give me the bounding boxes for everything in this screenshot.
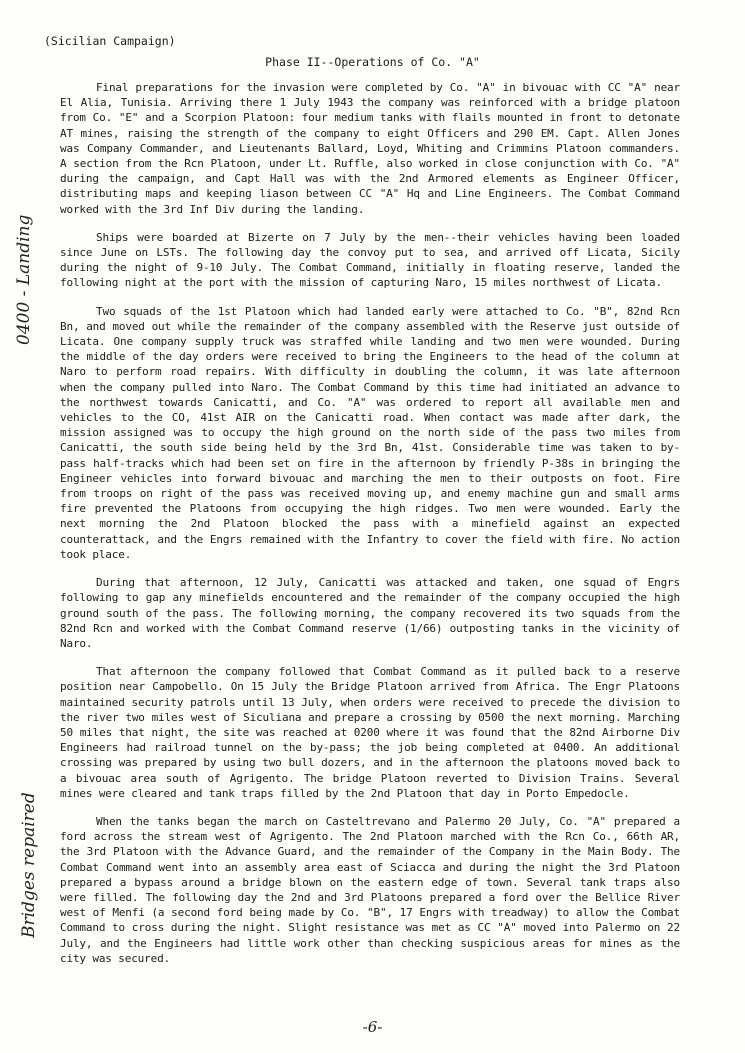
paragraph-preparations: Final preparations for the invasion were completed by Co. "A" in bivouac with CC "A" near El Alia, Tunisia. Arriving there 1 July 1943 the company was reinforced with a bridge platoon from Co. "E" and a Scorpion Platoon: four medium tanks with flails mounted in front to detonate AT mines, raising the strength of the company to eight Officers and 290 EM. Capt. Allen Jones was Company Commander, and Lieutenants Ballard, Loyd, Whiting and Crimmins Platoon commanders. A section from the Rcn Platoon, under Lt. Ruffle, also worked in close conjunction with Co. "A" during the campaign, and Capt Hall was with the 2nd Armored elements as Engineer Officer, distributing maps and keeping liason between CC "A" Hq and Line Engineers. The Combat Command worked with the 3rd Inf Div during the landing. — [60, 81, 680, 216]
paragraph-campobello: That afternoon the company followed that Combat Command as it pulled back to a reserve position near Campobello. On 15 July the Bridge Platoon arrived from Africa. The Engr Platoons maintained security patrols until 13 July, when orders were received to precede the division to the river two miles west of Siculiana and prepare a crossing by 0500 the next morning. Marching 50 miles that night, the site was reached at 0200 where it was found that the 82nd Airborne Div Engineers had railroad tunnel on the by-pass; the job being completed at 0400. An additional crossing was prepared by using two bull dozers, and in the afternoon the platoons moved back to a bivouac area south of Agrigento. The bridge Platoon reverted to Division Trains. Several mines were cleared and tank traps filled by the 2nd Platoon that day in Porto Empedocle. — [60, 665, 680, 800]
campaign-label: (Sicilian Campaign) — [44, 34, 176, 48]
paragraph-embarkation: Ships were boarded at Bizerte on 7 July by the men--their vehicles having been loaded since June on LSTs. The following day the convoy put to sea, and arrived off Licata, Sicily during the night of 9-10 July. The Combat Command, initially in floating reserve, landed the following night at the port with the mission of capturing Naro, 15 miles northwest of Licata. — [60, 230, 680, 290]
page-number: -6- — [362, 1018, 383, 1036]
paragraph-naro-canicatti: Two squads of the 1st Platoon which had landed early were attached to Co. "B", 82nd Rcn Bn, and moved out while the remainder of the company assembled with the Reserve just outside of Licata. One company supply truck was straffed while landing and two men were wounded. During the middle of the day orders were received to bring the Engineers to the head of the column at Naro to perform road repairs. With difficulty in doubling the column, it was late afternoon when the company pulled into Naro. The Combat Command by this time had initiated an advance to the northwest towards Canicatti, and Co. "A" was ordered to report all available men and vehicles to the CO, 41st AIR on the Canicatti road. When contact was made after dark, the mission assigned was to occupy the high ground on the north side of the pass two miles from Canicatti, the south side being held by the 3rd Bn, 41st. Considerable time was taken to by-pass half-tracks which had been set on fire in the afternoon by friendly P-38s in bringing the Engineer vehicles into forward bivouac and marching the men to their outposts on foot. Fire from troops on right of the pass was received moving up, and enemy machine gun and small arms fire prevented the Platoons from occupying the high ridges. Two men were wounded. Early the next morning the 2nd Platoon blocked the pass with a minefield against an expected counterattack, and the Engrs remained with the Infantry to cover the field with fire. No action took place. — [60, 304, 680, 561]
paragraph-palermo: When the tanks began the march on Casteltrevano and Palermo 20 July, Co. "A" prepared a ford across the stream west of Agrigento. The 2nd Platoon marched with the Rcn Co., 66th AR, the 3rd Platoon with the Advance Guard, and the remainder of the Company in the Main Body. The Combat Command went into an assembly area east of Sciacca and during the night the 3rd Platoon prepared a bypass around a bridge blown on the eastern edge of town. Several tank traps also were filled. The following day the 2nd and 3rd Platoons prepared a ford over the Bellice River west of Menfi (a second ford being made by Co. "B", 17 Engrs with treadway) to allow the Combat Command to cross during the night. Slight resistance was met as CC "A" moved into Palermo on 22 July, and the Engineers had little work other than checking suspicious areas for mines as the city was secured. — [60, 814, 680, 965]
document-body — [60, 80, 680, 979]
paragraph-canicatti-taken: During that afternoon, 12 July, Canicatti was attacked and taken, one squad of Engrs following to gap any minefields encountered and the remainder of the company occupied the high ground south of the pass. The following morning, the company recovered its two squads from the 82nd Rcn and worked with the Combat Command reserve (1/66) outposting tanks in the vicinity of Naro. — [60, 576, 680, 650]
handwritten-margin-note-bridges: Bridges repaired — [19, 792, 39, 938]
page-title: Phase II--Operations of Co. "A" — [265, 55, 480, 69]
handwritten-margin-note-landing: 0400 - Landing — [14, 214, 34, 345]
